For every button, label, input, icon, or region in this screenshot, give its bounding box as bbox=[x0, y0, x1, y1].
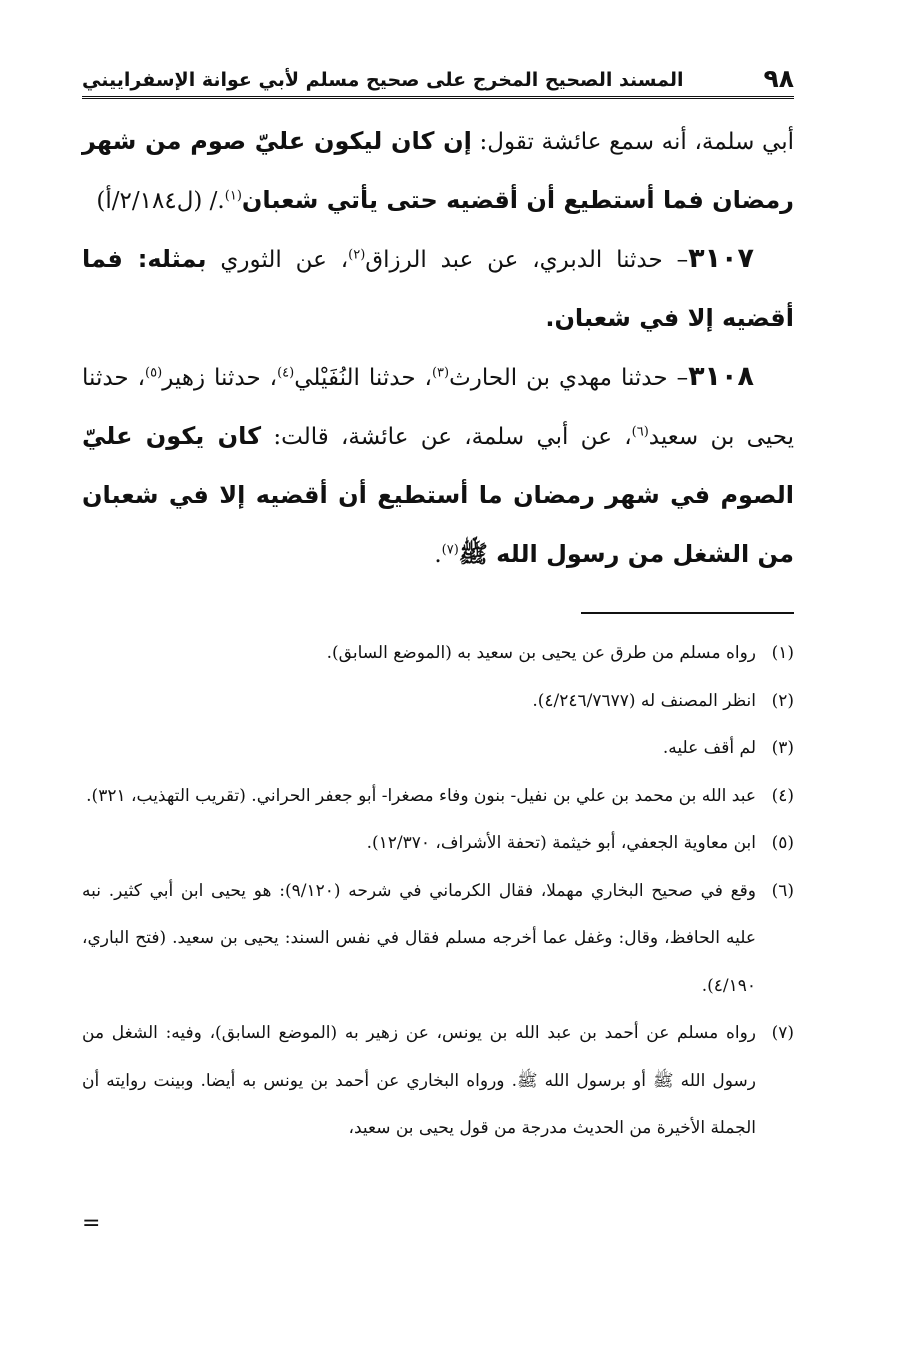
footnote-3 bbox=[82, 725, 794, 773]
footnote-text: رواه مسلم عن أحمد بن عبد الله بن يونس، عن زهير به (الموضع السابق)، وفيه: الشغل من رسول الله ﷺ أو برسول الله ﷺ. ورواه البخاري عن أحمد بن يونس به أيضا. وبينت روايته أن الجملة الأخيرة من الحديث مدرجة من قول يحيى بن سعيد، bbox=[82, 1023, 756, 1138]
footnote-text: ابن معاوية الجعفي، أبو خيثمة (تحفة الأشراف، ١٢/٣٧٠). bbox=[366, 833, 756, 853]
text-span: ، حدثنا زهير bbox=[162, 365, 278, 391]
footnote-text: لم أقف عليه. bbox=[662, 738, 756, 758]
footnote-ref[interactable]: (٦) bbox=[631, 424, 649, 440]
hadith-3108 bbox=[82, 348, 794, 584]
footnote-1 bbox=[82, 630, 794, 678]
bold-hadith-text: كان يكون عليّ الصوم في شهر رمضان ما أستطيع أن أقضيه إلا في شعبان من الشغل من رسول الله ﷺ bbox=[82, 422, 794, 568]
book-page bbox=[82, 0, 794, 1365]
hadith-number: ٣١٠٨ bbox=[688, 361, 754, 392]
footnote-ref[interactable]: (٧) bbox=[441, 542, 459, 558]
footnote-separator bbox=[581, 612, 794, 614]
footnote-4 bbox=[82, 773, 794, 821]
text-span: – حدثنا مهدي بن الحارث bbox=[449, 365, 689, 391]
footnote-text: انظر المصنف له (٤/٢٤٦/٧٦٧٧). bbox=[532, 690, 756, 711]
footnote-mark: (٦) bbox=[771, 880, 794, 901]
text-span: ، حدثنا يحيى بن سعيد bbox=[82, 365, 795, 450]
footnote-text: وقع في صحيح البخاري مهملا، فقال الكرماني في شرحه (٩/١٢٠): هو يحيى ابن أبي كثير. نبه عليه الحافظ، وقال: وغفل عما أخرجه مسلم فقال في نفس السند: يحيى بن سعيد. (فتح الباري، ٤/١٩٠). bbox=[82, 880, 756, 996]
bold-hadith-text: إن كان ليكون عليّ صوم من شهر رمضان فما أستطيع أن أقضيه حتى يأتي شعبان bbox=[82, 127, 794, 214]
footnote-text: رواه مسلم من طرق عن يحيى بن سعيد به (الموضع السابق). bbox=[326, 643, 756, 663]
footnote-7 bbox=[82, 1010, 794, 1153]
footnote-mark: (٧) bbox=[771, 1023, 794, 1043]
footnote-ref[interactable]: (٥) bbox=[145, 365, 163, 381]
footnote-mark: (١) bbox=[771, 643, 794, 663]
footnote-ref[interactable]: (٣) bbox=[431, 365, 450, 381]
footnote-mark: (٣) bbox=[771, 738, 794, 758]
bold-hadith-text: بمثله: فما أقضيه إلا في شعبان. bbox=[82, 245, 794, 332]
page-header bbox=[82, 60, 794, 99]
text-span: ، حدثنا النُفَيْلي bbox=[294, 365, 432, 391]
footnote-6 bbox=[82, 868, 794, 1011]
main-text bbox=[82, 112, 794, 584]
hadith-number: ٣١٠٧ bbox=[688, 243, 755, 274]
text-span: ، عن الثوري bbox=[206, 247, 349, 273]
paragraph-continuation bbox=[82, 112, 794, 230]
footnote-text: عبد الله بن محمد بن علي بن نفيل- بنون وفاء مصغرا- أبو جعفر الحراني. (تقريب التهذيب، ٣٢١). bbox=[86, 785, 756, 806]
footnote-mark: (٤) bbox=[771, 785, 794, 806]
footnote-5 bbox=[82, 820, 794, 868]
footnote-ref[interactable]: (٤) bbox=[277, 365, 295, 381]
text-span: أبي سلمة، أنه سمع عائشة تقول: bbox=[471, 129, 795, 155]
footnote-mark: (٢) bbox=[771, 690, 794, 711]
footnotes bbox=[82, 630, 794, 1153]
hadith-3107 bbox=[82, 230, 794, 348]
continuation-mark: = bbox=[82, 1211, 101, 1236]
text-span: . bbox=[434, 542, 442, 568]
footnote-mark: (٥) bbox=[771, 833, 794, 853]
running-title: المسند الصحيح المخرج على صحيح مسلم لأبي عوانة الإسفراييني bbox=[82, 69, 684, 91]
page-number: ٩٨ bbox=[763, 64, 794, 93]
text-span: ./ (ل٢/١٨٤/أ) bbox=[96, 188, 225, 214]
footnote-ref[interactable]: (٢) bbox=[348, 247, 366, 263]
footnote-2 bbox=[82, 678, 794, 726]
footnote-ref[interactable]: (١) bbox=[224, 188, 242, 204]
text-span: – حدثنا الدبري، عن عبد الرزاق bbox=[365, 247, 689, 273]
text-span: ، عن أبي سلمة، عن عائشة، قالت: bbox=[261, 424, 632, 450]
